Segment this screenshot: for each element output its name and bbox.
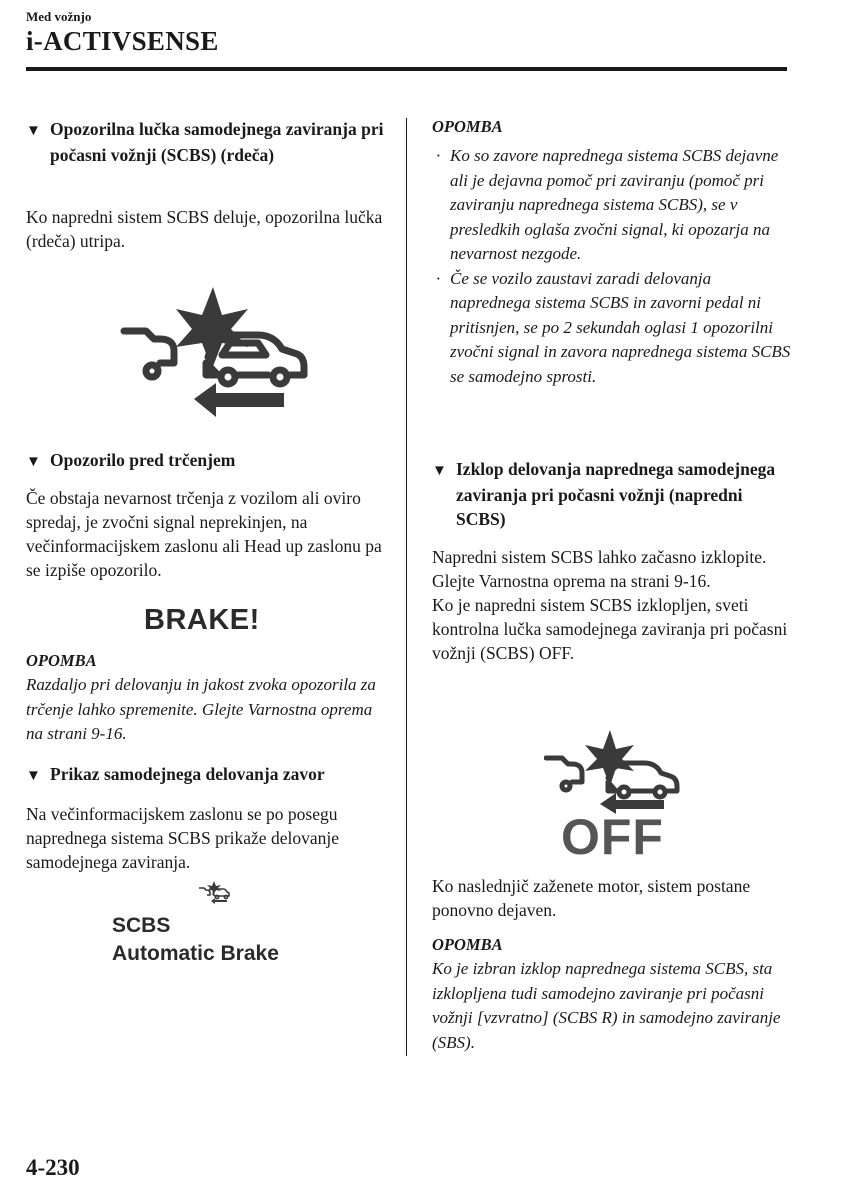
paragraph-text: Napredni sistem SCBS lahko začasno izklopite. <box>432 547 767 567</box>
paragraph-collision-warning <box>26 486 386 582</box>
paragraph-text: Ko napredni sistem SCBS deluje, opozorilna lučka (rdeča) utripa. <box>26 207 383 251</box>
scbs-display-text <box>112 912 279 968</box>
heading-scbs-off <box>432 457 792 531</box>
heading-auto-brake-display <box>26 762 386 788</box>
brake-display-text: BRAKE! <box>144 604 260 636</box>
paragraph-text: Ko naslednjič zaženete motor, sistem postane ponovno dejaven. <box>432 876 751 920</box>
paragraph-scbs-off <box>432 545 792 665</box>
note-title: OPOMBA <box>26 651 97 670</box>
heading-warning-lamp <box>26 117 386 167</box>
note-box-right-1 <box>432 117 792 389</box>
scbs-small-indicator-icon <box>198 880 232 904</box>
note-box-left <box>26 651 386 747</box>
heading-text: Opozorilna lučka samodejnega zaviranja pri počasni vožnji (SCBS) (rdeča) <box>50 119 384 165</box>
note-title: OPOMBA <box>432 935 503 954</box>
paragraph-text: Na večinformacijskem zaslonu se po posegu naprednega sistema SCBS prikaže delovanje samodejnega zaviranja. <box>26 804 339 872</box>
page-number: 4-230 <box>26 1155 80 1180</box>
heading-text: Prikaz samodejnega delovanja zavor <box>50 764 325 784</box>
note-title: OPOMBA <box>432 117 503 136</box>
paragraph-text: Ko je napredni sistem SCBS izklopljen, sveti kontrolna lučka samodejnega zaviranja pri počasni vožnji (SCBS) OFF. <box>432 595 788 663</box>
scbs-off-lamp-icon <box>544 728 684 814</box>
column-divider <box>406 118 407 1056</box>
triangle-icon: ▼ <box>432 463 447 479</box>
paragraph-text: Če obstaja nevarnost trčenja z vozilom ali oviro spredaj, je zvočni signal neprekinjen, na večinformacijskem zaslonu ali Head up zaslonu pa se izpiše opozorilo. <box>26 488 382 580</box>
paragraph-text: Glejte Varnostna oprema na strani 9-16. <box>432 571 711 591</box>
heading-text: Izklop delovanja naprednega samodejnega zaviranja pri počasni vožnji (napredni SCBS) <box>456 459 776 529</box>
bullet-icon: · <box>436 146 441 165</box>
scbs-line-2: Automatic Brake <box>112 942 279 965</box>
bullet-icon: · <box>436 268 441 288</box>
note-box-right-2 <box>432 935 792 1055</box>
heading-collision-warning <box>26 448 386 474</box>
paragraph-auto-brake-display <box>26 802 386 874</box>
note-bullet-text: Če se vozilo zaustavi zaradi delovanja naprednega sistema SCBS in zavorni pedal ni pritisnjen, se po 2 sekundah oglasi 1 opozorilni zvočni signal in zavora naprednega sistema SCBS se samodejno sprosti. <box>450 268 791 386</box>
note-bullet <box>432 144 792 267</box>
scbs-line-1: SCBS <box>112 914 171 937</box>
triangle-icon: ▼ <box>26 454 41 470</box>
paragraph-warning-lamp <box>26 205 386 253</box>
header-rule <box>26 67 787 71</box>
note-bullet-text: Ko so zavore naprednega sistema SCBS dejavne ali je dejavna pomoč pri zaviranju (pomoč pri zaviranju naprednega sistema SCBS), se v presledkih oglaša zvočni signal, ki opozarja na nevarnost nezgode. <box>450 146 779 263</box>
scbs-warning-lamp-icon <box>118 283 313 423</box>
note-text: Ko je izbran izklop naprednega sistema SCBS, sta izklopljena tudi samodejno zaviranje pri počasni vožnji [vzvratno] (SCBS R) in samodejno zaviranje (SBS). <box>432 959 781 1052</box>
paragraph-restart <box>432 874 792 922</box>
page-title: i-ACTIVSENSE <box>26 26 219 56</box>
heading-text: Opozorilo pred trčenjem <box>50 450 236 470</box>
note-text: Razdaljo pri delovanju in jakost zvoka opozorila za trčenje lahko spremenite. Glejte Varnostna oprema na strani 9-16. <box>26 675 376 743</box>
triangle-icon: ▼ <box>26 768 41 784</box>
off-label: OFF <box>561 809 664 865</box>
triangle-icon: ▼ <box>26 123 41 139</box>
section-label: Med vožnjo <box>26 9 92 24</box>
note-bullet <box>432 267 792 390</box>
